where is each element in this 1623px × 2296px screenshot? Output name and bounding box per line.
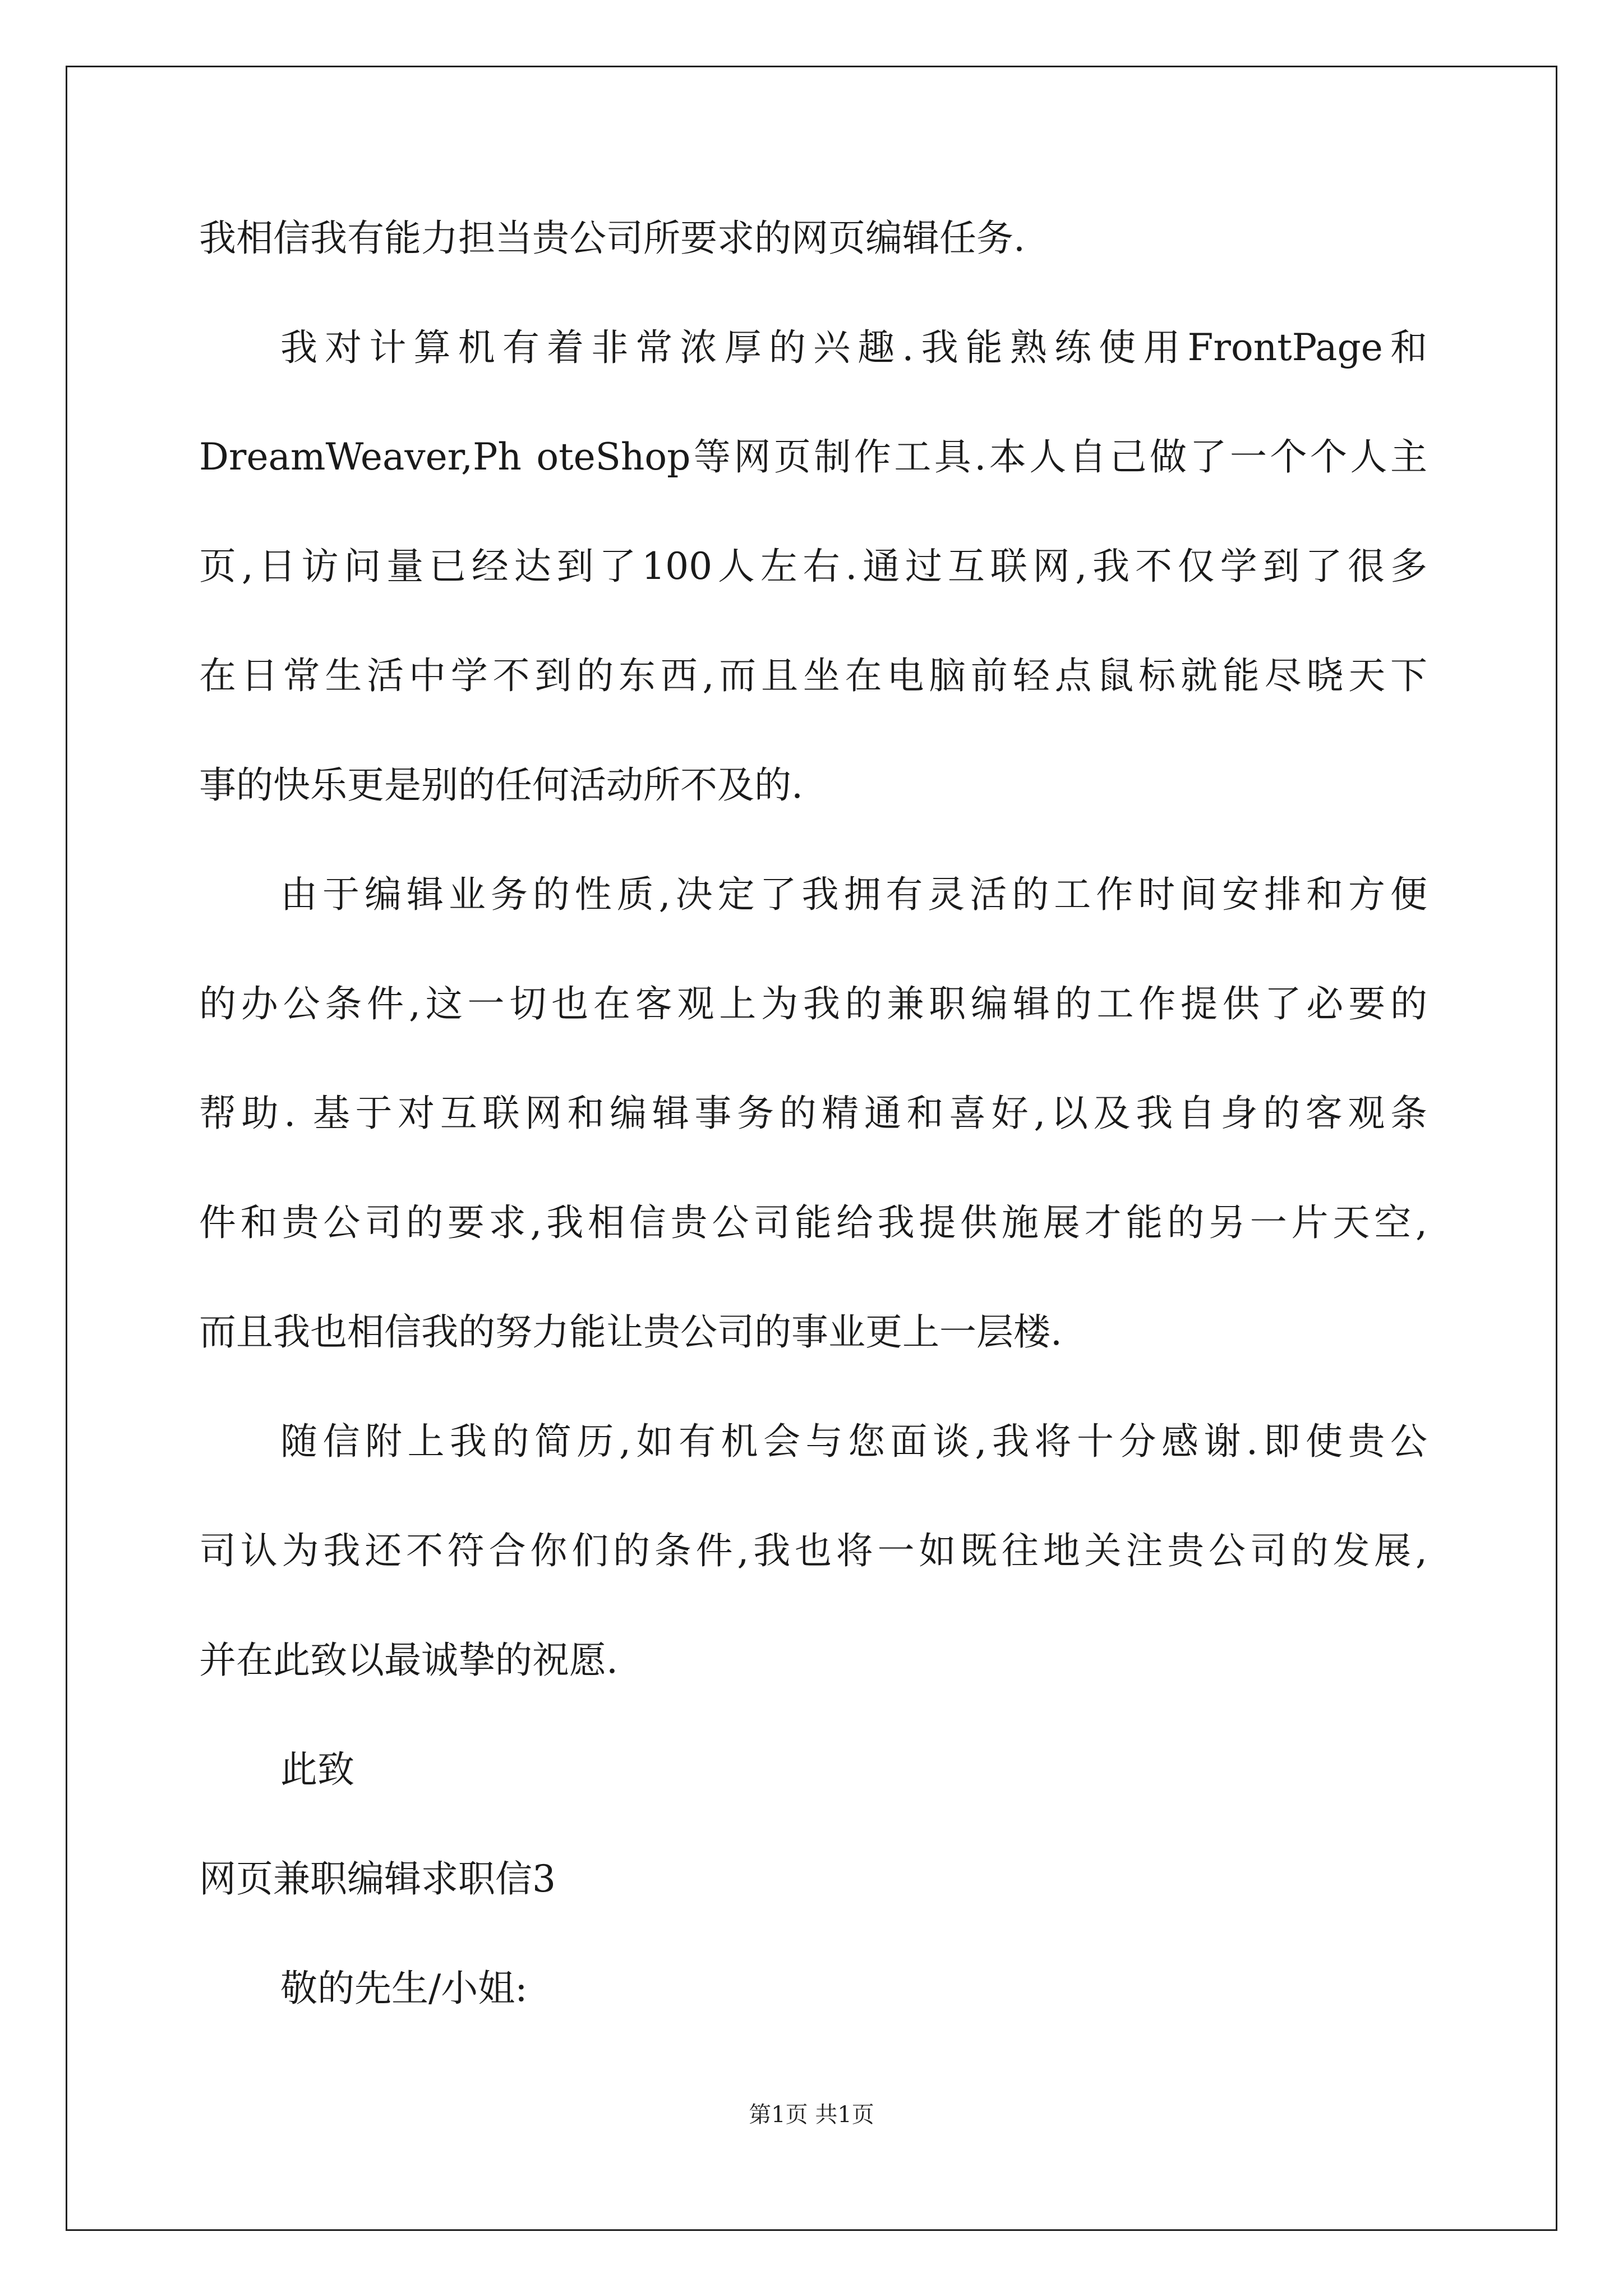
text-line: 并在此致以最诚挚的祝愿. (199, 1639, 618, 1682)
text-line: 由于编辑业务的性质,决定了我拥有灵活的工作时间安排和方便 (280, 873, 1427, 916)
salutation: 敬的先生/小姐: (280, 1967, 528, 2010)
text-line: 我对计算机有着非常浓厚的兴趣.我能熟练使用FrontPage和 (280, 326, 1427, 369)
text-line: 在日常生活中学不到的东西,而且坐在电脑前轻点鼠标就能尽晓天下 (199, 654, 1427, 697)
text-line: 司认为我还不符合你们的条件,我也将一如既往地关注贵公司的发展, (199, 1529, 1427, 1572)
text-line: DreamWeaver,Ph oteShop等网页制作工具.本人自己做了一个个人主 (199, 435, 1427, 478)
text-line: 页,日访问量已经达到了100人左右.通过互联网,我不仅学到了很多 (199, 545, 1427, 588)
text-line: 事的快乐更是别的任何活动所不及的. (199, 763, 803, 807)
section-heading: 网页兼职编辑求职信3 (199, 1857, 556, 1901)
page-number-footer: 第1页 共1页 (749, 2102, 874, 2128)
text-line: 我相信我有能力担当贵公司所要求的网页编辑任务. (199, 217, 1025, 260)
text-line: 的办公条件,这一切也在客观上为我的兼职编辑的工作提供了必要的 (199, 982, 1427, 1025)
text-line: 此致 (280, 1748, 354, 1791)
text-line: 随信附上我的简历,如有机会与您面谈,我将十分感谢.即使贵公 (280, 1420, 1427, 1463)
text-line: 而且我也相信我的努力能让贵公司的事业更上一层楼. (199, 1310, 1062, 1354)
text-line: 件和贵公司的要求,我相信贵公司能给我提供施展才能的另一片天空, (199, 1201, 1427, 1244)
text-line: 帮助. 基于对互联网和编辑事务的精通和喜好,以及我自身的客观条 (199, 1092, 1427, 1135)
